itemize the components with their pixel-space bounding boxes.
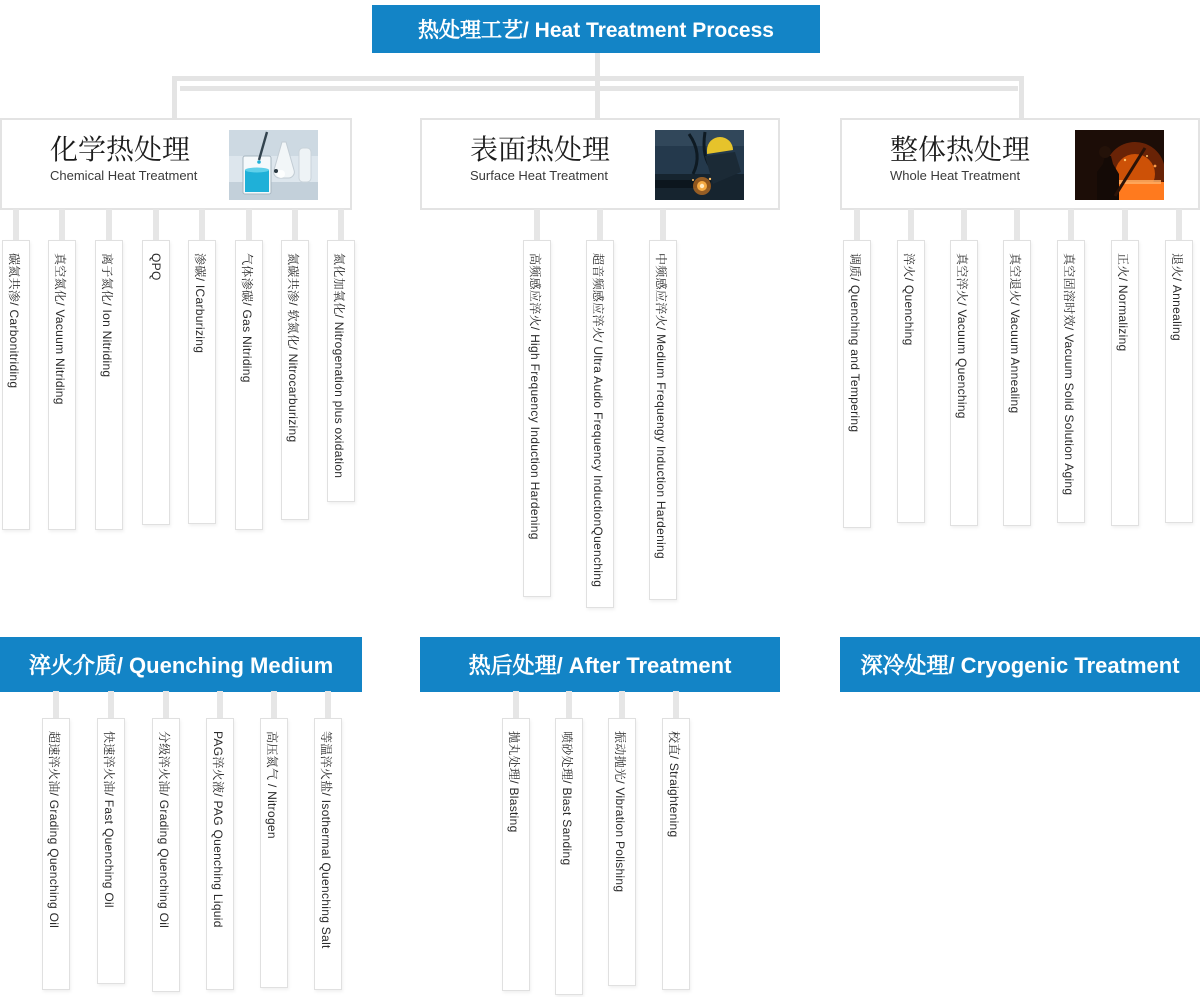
foundry-photo	[1075, 130, 1164, 200]
leaf-node	[843, 240, 871, 528]
category-whole-heat-treatment	[840, 118, 1200, 210]
category-title-block	[50, 134, 197, 183]
leaf-label: 氮碳共渗/ 软氮化/ Nitrocarburizing	[286, 253, 300, 443]
leaf-label: PAG淬火液/ PAG Quenching Liquid	[211, 731, 225, 928]
leaf-node	[897, 240, 925, 523]
leaf-label: 淬火/ Quenching	[902, 253, 916, 346]
leaf-label: 高压氮气 / Nitrogen	[265, 731, 279, 839]
welding-worker-photo	[655, 130, 744, 200]
leaf-node	[1165, 240, 1193, 523]
category-title-en: Surface Heat Treatment	[470, 168, 609, 184]
leaf-label: 气体渗碳/ Gas Nitriding	[240, 253, 254, 383]
leaf-label: 氮化加氧化/ Nitrogenation plus oxidation	[332, 253, 346, 479]
connector-drop-right	[1019, 76, 1024, 118]
leaf-node	[281, 240, 309, 520]
foundry-illustration	[1075, 130, 1164, 200]
leaf-label: 超速淬火油/ Grading Quenching Oil	[47, 731, 61, 929]
category-title-en: Whole Heat Treatment	[890, 168, 1021, 184]
leaf-node	[95, 240, 123, 530]
lab-beaker-photo	[229, 130, 318, 200]
leaf-label: 真空氮化/ Vacuum Nitriding	[53, 253, 67, 405]
section-header-label: 热后处理/ After Treatment	[468, 653, 732, 678]
leaf-label: 超音频感应淬火/ Ultra Audio Frequency InductionQuenching	[591, 253, 605, 588]
leaf-node	[1111, 240, 1139, 526]
leaf-label: 抛丸处理/ Blasting	[507, 731, 521, 833]
leaf-label: 分级淬火油/ Grading Quenching Oil	[157, 731, 171, 929]
leaf-label: QPQ	[149, 253, 163, 281]
lab-beaker-illustration	[229, 130, 318, 200]
category-chemical-heat-treatment	[0, 118, 352, 210]
leaf-node	[97, 718, 125, 984]
leaf-node	[235, 240, 263, 530]
leaf-node	[2, 240, 30, 530]
connector-bar-inner	[180, 86, 1018, 91]
category-title-block	[890, 134, 1030, 183]
category-title-zh: 整体热处理	[890, 134, 1031, 165]
leaf-label: 正火/ Normalizing	[1116, 253, 1130, 352]
category-surface-heat-treatment	[420, 118, 780, 210]
leaf-node	[502, 718, 530, 991]
leaf-label: 喷砂处理/ Blast Sanding	[560, 731, 574, 866]
leaf-node	[42, 718, 70, 990]
category-title-block	[470, 134, 610, 183]
root-header-label: 热处理工艺/ Heat Treatment Process	[418, 19, 774, 42]
leaf-node	[188, 240, 216, 524]
section-header-cryogenic-treatment	[840, 637, 1200, 692]
leaf-node	[314, 718, 342, 990]
leaf-label: 高频感应淬火/ High Frequency Induction Hardening	[528, 253, 542, 540]
category-title-en: Chemical Heat Treatment	[50, 168, 198, 184]
leaf-label: 振动抛光/ Vibration Polishing	[613, 731, 627, 893]
leaf-label: 真空淬火/ Vacuum Quenching	[955, 253, 969, 419]
leaf-node	[649, 240, 677, 600]
category-title-zh: 表面热处理	[470, 134, 611, 165]
leaf-node	[555, 718, 583, 995]
section-header-quenching-medium	[0, 637, 362, 692]
leaf-node	[260, 718, 288, 988]
category-title-zh: 化学热处理	[50, 134, 191, 165]
leaf-node	[662, 718, 690, 990]
leaf-node	[950, 240, 978, 526]
welding-worker-illustration	[655, 130, 744, 200]
leaf-label: 真空退火/ Vacuum Annealing	[1008, 253, 1022, 414]
leaf-label: 离子氮化/ Ion Nitriding	[100, 253, 114, 378]
leaf-node	[206, 718, 234, 990]
leaf-node	[523, 240, 551, 597]
leaf-node	[1057, 240, 1085, 523]
section-header-label: 淬火介质/ Quenching Medium	[28, 653, 334, 678]
leaf-label: 真空固溶时效/ Vacuum Solid Solution Aging	[1062, 253, 1076, 496]
root-header	[372, 5, 820, 53]
leaf-node	[152, 718, 180, 992]
leaf-label: 渗碳/ ICarburizing	[193, 253, 207, 354]
leaf-node	[586, 240, 614, 608]
leaf-label: 碳氮共渗/ Carbonitriding	[7, 253, 21, 389]
section-header-label: 深冷处理/ Cryogenic Treatment	[860, 653, 1180, 678]
leaf-node	[1003, 240, 1031, 526]
leaf-node	[142, 240, 170, 525]
leaf-label: 调质/ Quenching and Tempering	[848, 253, 862, 433]
connector-drop-left	[172, 76, 177, 118]
leaf-label: 快速淬火油/ Fast Quenching Oil	[102, 731, 116, 908]
leaf-label: 退火/ Annealing	[1170, 253, 1184, 341]
leaf-label: 中频感应淬火/ Medium Frequengy Induction Hardening	[654, 253, 668, 559]
leaf-label: 等温淬火盐/ Isothermal Quenching Salt	[319, 731, 333, 949]
leaf-node	[608, 718, 636, 986]
section-header-after-treatment	[420, 637, 780, 692]
connector-bar-outer	[172, 76, 1024, 81]
leaf-node	[48, 240, 76, 530]
leaf-label: 校直/ Straightening	[667, 731, 681, 838]
leaf-node	[327, 240, 355, 502]
